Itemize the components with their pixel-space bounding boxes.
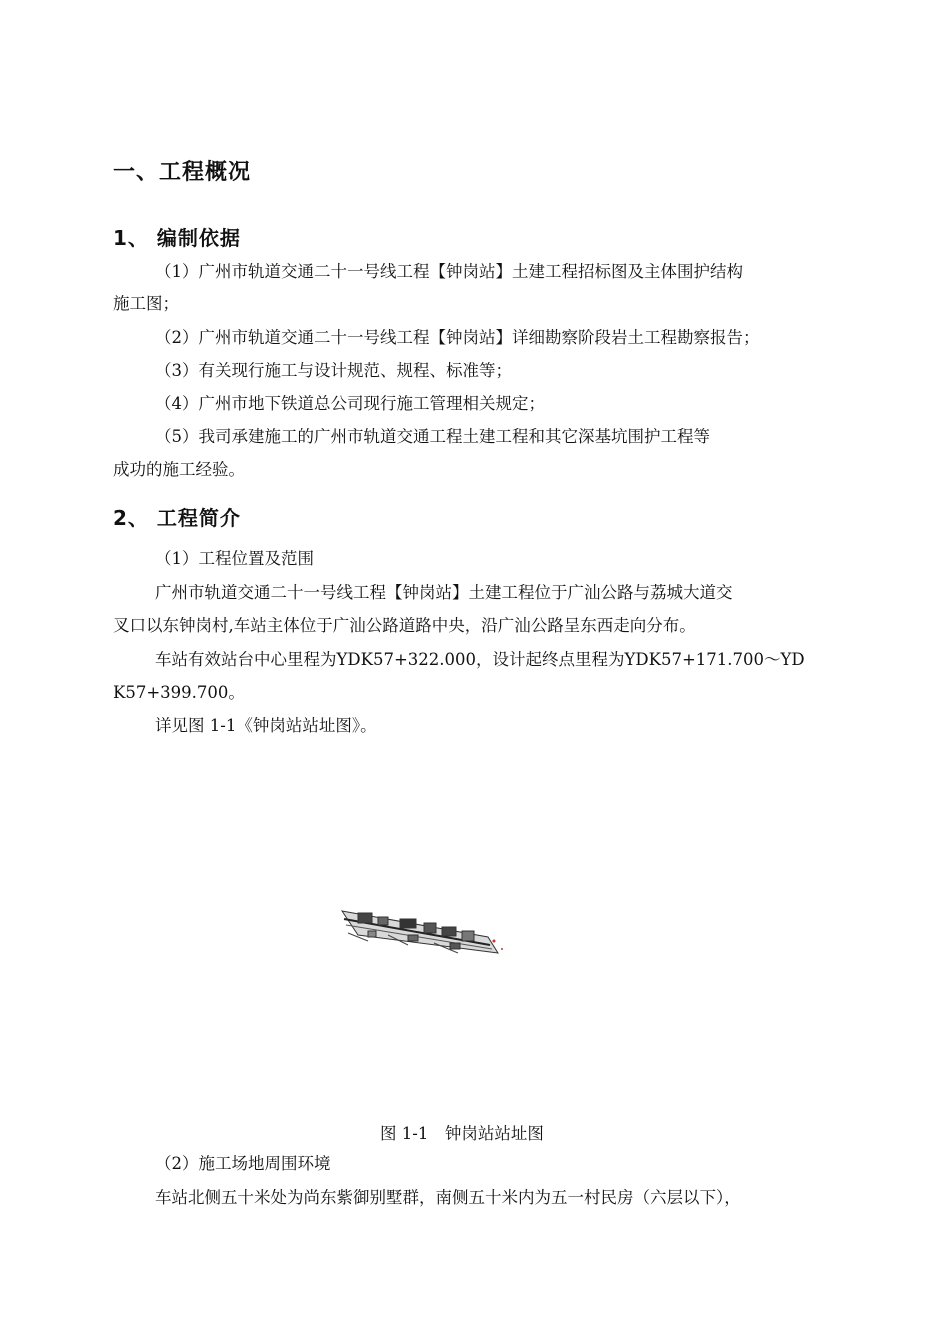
location-para-line1: 广州市轨道交通二十一号线工程【钟岗站】土建工程位于广汕公路与荔城大道交 (155, 583, 733, 602)
section-heading-basis: 1、 编制依据 (113, 226, 241, 250)
basis-item-4: （4）广州市地下铁道总公司现行施工管理相关规定； (155, 394, 545, 413)
basis-item-2: （2）广州市轨道交通二十一号线工程【钟岗站】详细勘察阶段岩土工程勘察报告； (155, 328, 760, 347)
chapter-heading: 一、工程概况 (113, 160, 252, 185)
basis-item-3: （3）有关现行施工与设计规范、规程、标准等； (155, 361, 512, 380)
station-site-map-image (338, 905, 508, 967)
mileage-para-line1: 车站有效站台中心里程为YDK57+322.000，设计起终点里程为YDK57+171.700～YD (155, 650, 805, 669)
basis-item-1: （1）广州市轨道交通二十一号线工程【钟岗站】土建工程招标图及主体围护结构 (155, 262, 743, 281)
subsection-location: （1）工程位置及范围 (155, 549, 314, 568)
surroundings-para: 车站北侧五十米处为尚东紫御别墅群，南侧五十米内为五一村民房（六层以下）， (155, 1188, 741, 1207)
basis-item-1-cont: 施工图； (113, 294, 179, 313)
basis-item-5-cont: 成功的施工经验。 (113, 460, 245, 479)
mileage-para-line2: K57+399.700。 (113, 683, 245, 702)
basis-item-5: （5）我司承建施工的广州市轨道交通工程土建工程和其它深基坑围护工程等 (155, 427, 710, 446)
figure-caption: 图 1-1 钟岗站站址图 (380, 1124, 544, 1143)
section-heading-intro: 2、 工程简介 (113, 506, 241, 530)
figure-reference: 详见图 1-1《钟岗站站址图》。 (155, 716, 377, 735)
location-para-line2: 叉口以东钟岗村,车站主体位于广汕公路道路中央，沿广汕公路呈东西走向分布。 (113, 616, 696, 635)
subsection-surroundings: （2）施工场地周围环境 (155, 1154, 331, 1173)
